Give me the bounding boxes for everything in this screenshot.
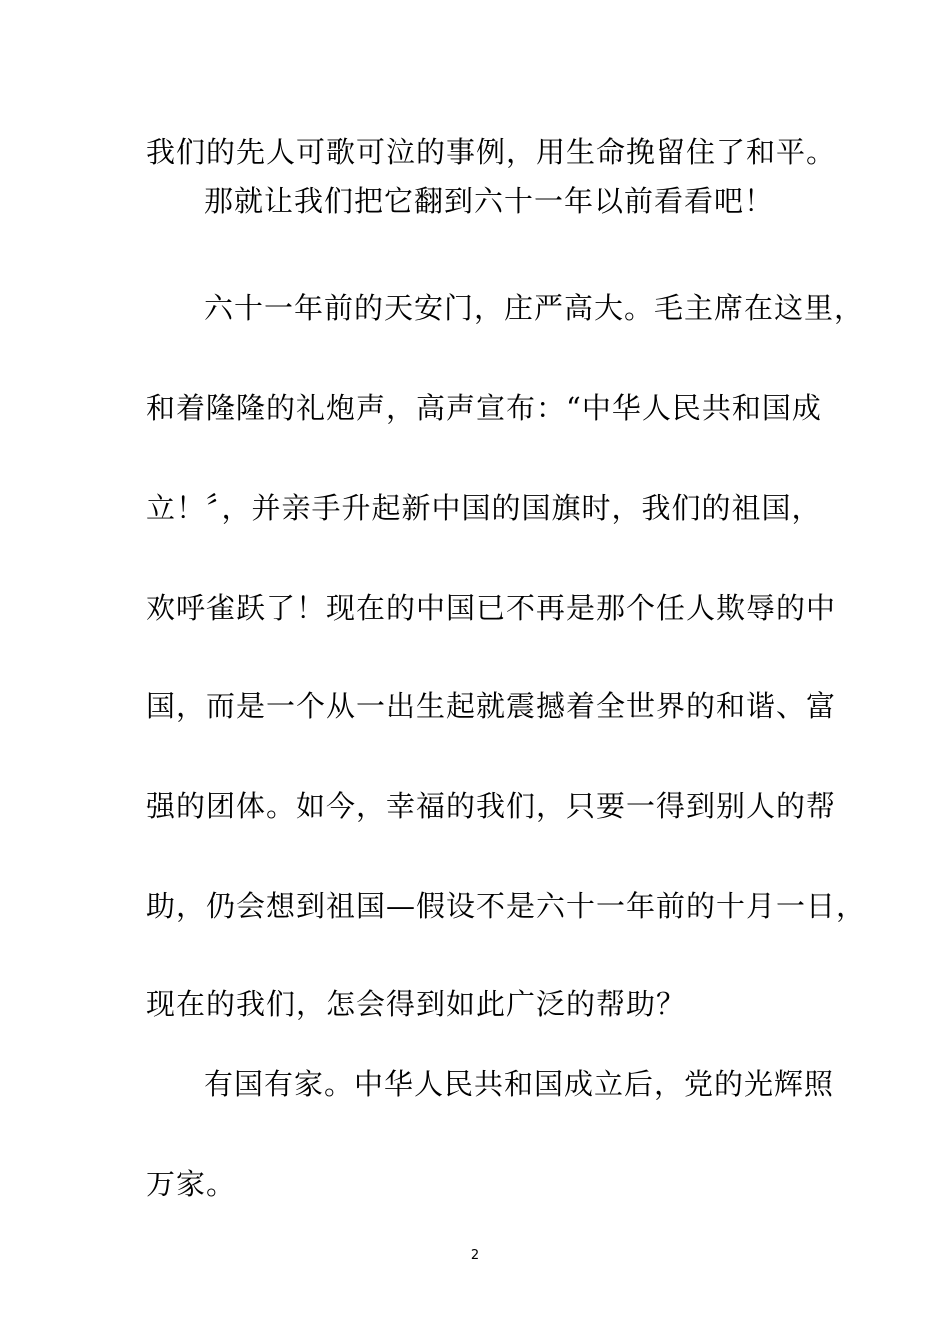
paragraph-line: 那就让我们把它翻到六十一年以前看看吧！	[204, 184, 775, 218]
page-number: 2	[470, 1248, 480, 1263]
text-line: 助，仍会想到祖国—假设不是六十一年前的十月一日，	[146, 889, 867, 923]
text-line: 和着隆隆的礼炮声，高声宣布：“中华人民共和国成	[146, 391, 822, 425]
text-line: 万家。	[146, 1167, 237, 1201]
text-line: 立！〞，并亲手升起新中国的国旗时，我们的祖国，	[146, 491, 822, 525]
text-line: 我们的先人可歌可泣的事例，用生命挽留住了和平。	[146, 135, 837, 169]
text-line: 国，而是一个从一出生起就震撼着全世界的和谐、富	[146, 689, 837, 723]
paragraph-line: 六十一年前的天安门，庄严高大。毛主席在这里，	[204, 291, 865, 325]
text-line: 现在的我们，怎会得到如此广泛的帮助？	[146, 987, 687, 1021]
text-line: 欢呼雀跃了！现在的中国已不再是那个任人欺辱的中	[146, 591, 837, 625]
paragraph-line: 有国有家。中华人民共和国成立后，党的光辉照	[204, 1067, 835, 1101]
text-line: 强的团体。如今，幸福的我们，只要一得到别人的帮	[146, 789, 837, 823]
